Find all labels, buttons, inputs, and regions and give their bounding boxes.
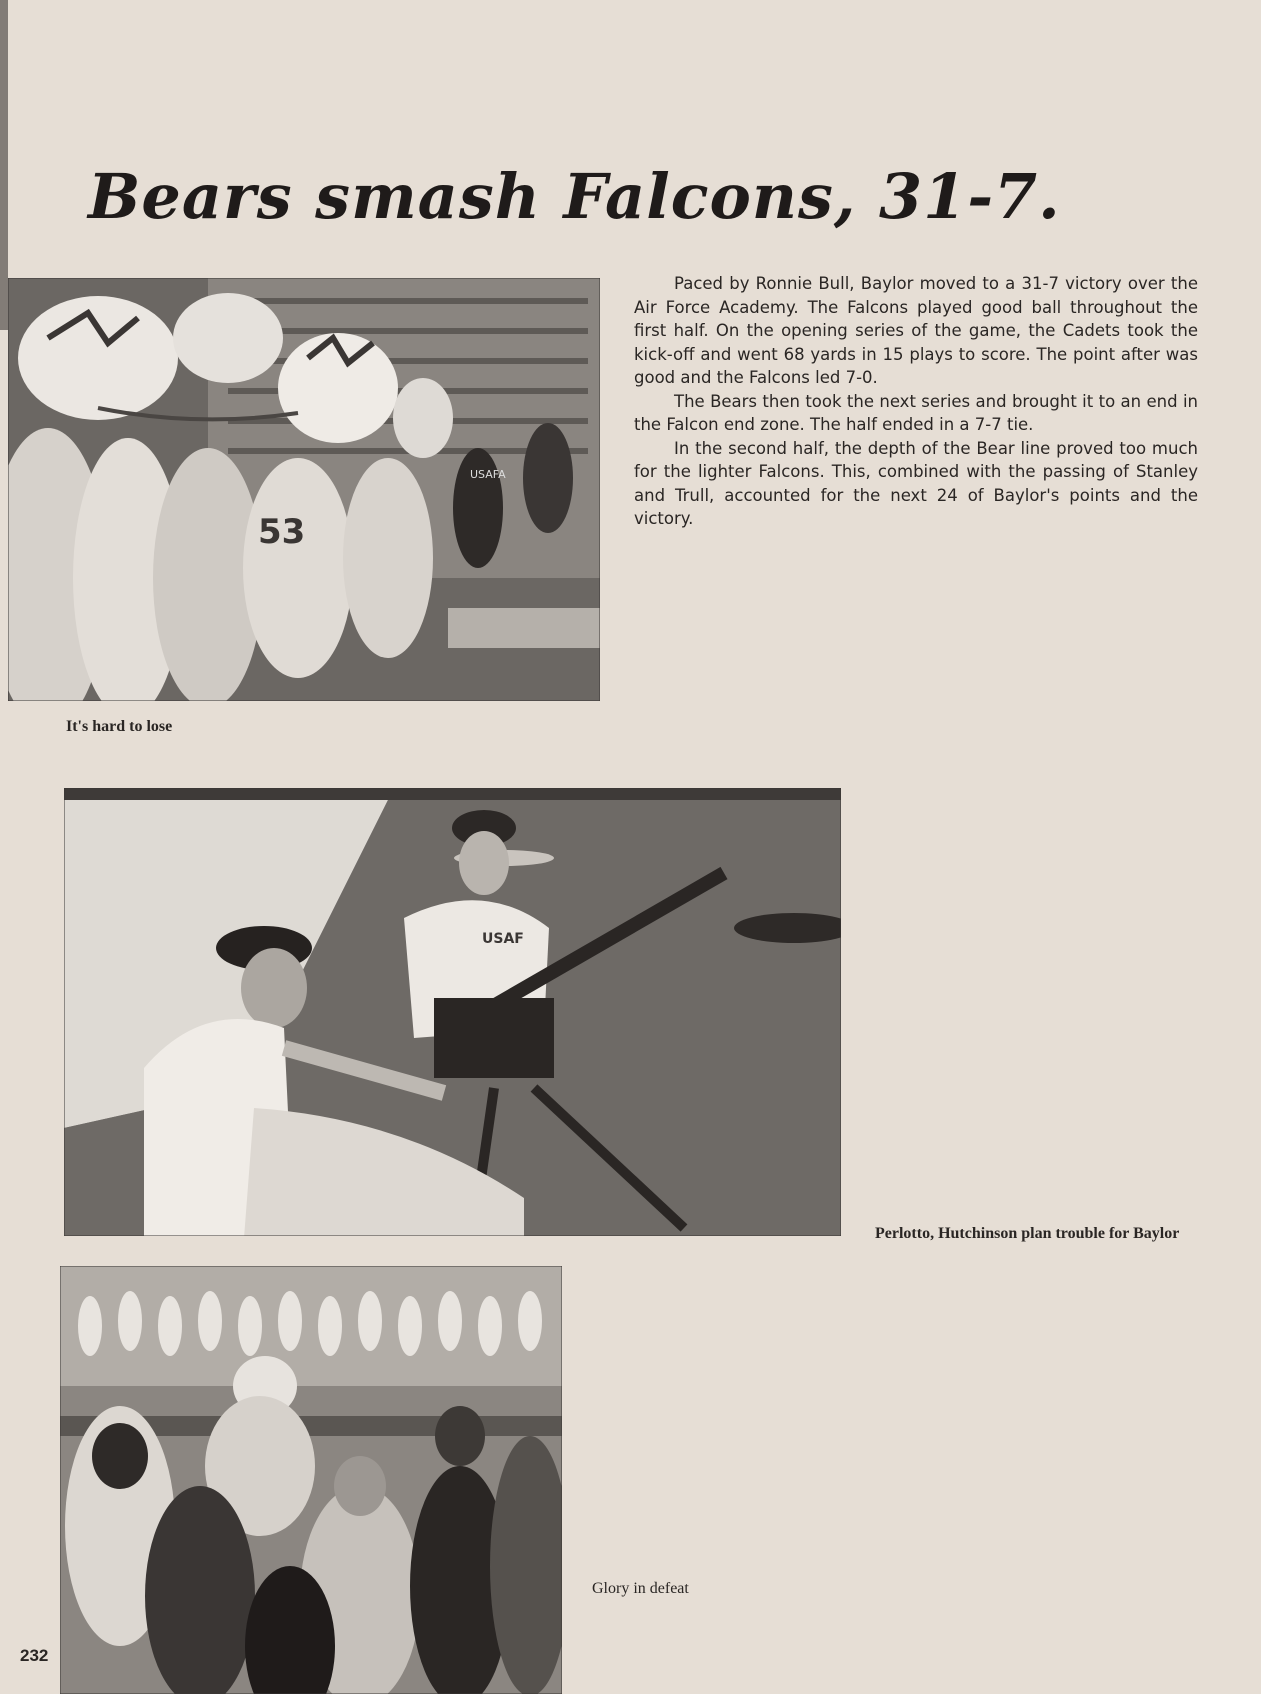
crowd-caption: Glory in defeat [592,1580,689,1597]
binding-edge [0,0,8,330]
article-paragraph: The Bears then took the next series and brought it to an end in the Falcon end zone. The half ended in a 7-7 tie. [634,391,1198,434]
crowd-photo [60,1266,562,1694]
machine-gun-caption: Perlotto, Hutchinson plan trouble for Baylor [875,1225,1180,1242]
shirt-text: USAF [482,931,524,947]
article-paragraph: In the second half, the depth of the Bear line proved too much for the lighter Falcons. This, combined with the passing of Stanley and Trull, accounted for the next 24 of Baylor's points and the victory. [634,438,1198,528]
bench-caption: It's hard to lose [66,718,173,735]
article-text [634,272,1198,531]
machine-gun-photo [64,788,841,1236]
article-paragraph: Paced by Ronnie Bull, Baylor moved to a 31-7 victory over the Air Force Academy. The Falcons played good ball throughout the first half. On the opening series of the game, the Cadets took the kick-off and went 68 yards in 15 plays to score. The point after was good and the Falcons led 7-0. [634,274,1198,387]
headline: Bears smash Falcons, 31-7. [88,160,1061,233]
jersey-number: 53 [258,512,306,552]
jacket-letters: USAFA [470,468,506,481]
page-number: 232 [20,1646,49,1665]
bench-photo [8,278,600,701]
